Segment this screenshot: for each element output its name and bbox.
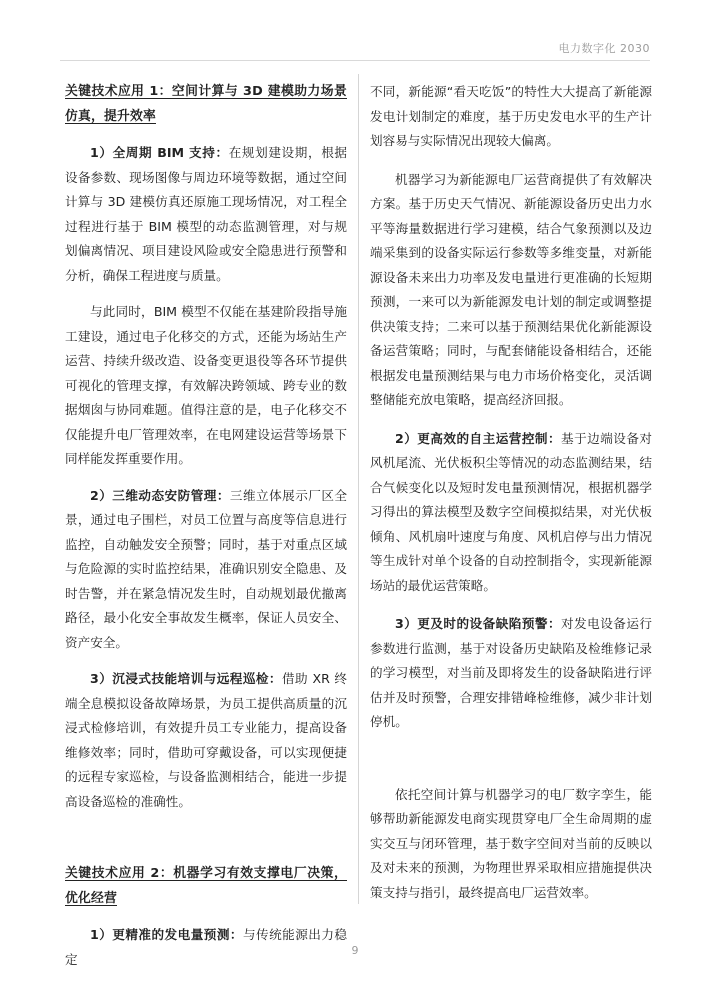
page-number: 9 <box>351 944 359 957</box>
paragraph-training <box>65 667 347 814</box>
page-header <box>60 38 650 61</box>
left-column <box>65 80 347 972</box>
paragraph-training-text: 借助 XR 终端全息模拟设备故障场景，为员工提供高质量的沉浸式检修培训，有效提升员工专业能力，提高设备维修效率；同时，借助可穿戴设备，可以实现便捷的远程专家巡检，与设备监测相结合，能进一步提高设备巡检的准确性。 <box>65 671 347 809</box>
paragraph-bim-title: 1）全周期 BIM 支持： <box>90 145 229 160</box>
paragraph-autonomous-control-title: 2）更高效的自主运营控制： <box>395 430 562 446</box>
paragraph-training-title: 3）沉浸式技能培训与远程巡检： <box>90 671 282 686</box>
paragraph-defect-warning-title: 3）更及时的设备缺陷预警： <box>395 616 562 631</box>
column-divider <box>358 74 359 904</box>
paragraph-defect-warning <box>370 612 652 735</box>
paragraph-bim-text: 在规划建设期，根据设备参数、现场图像与周边环境等数据，通过空间计算与 3D 建模仿真还原施工现场情况，对工程全过程进行基于 BIM 模型的动态监测管理，对与规划偏离情况、项目建设风险或安全隐患进行预警和分析，确保工程进度与质量。 <box>65 145 347 283</box>
paragraph-autonomous-control <box>370 427 652 599</box>
paragraph-bim-handover: 与此同时，BIM 模型不仅能在基建阶段指导施工建设，通过电子化移交的方式，还能为场站生产运营、持续升级改造、设备变更退役等各环节提供可视化的管理支撑，有效解决跨领域、跨专业的数据烟囱与协同难题。值得注意的是，电子化移交不仅能提升电厂管理效率，在电网建设运营等场景下同样能发挥重要作用。 <box>65 304 347 466</box>
paragraph-defect-warning-text: 对发电设备运行参数进行监测，基于对设备历史缺陷及检维修记录的学习模型，对当前及即将发生的设备缺陷进行评估并及时预警，合理安排错峰检维修，减少非计划停机。 <box>370 616 652 729</box>
section-heading-1: 关键技术应用 1：空间计算与 3D 建模助力场景仿真，提升效率 <box>65 84 347 124</box>
paragraph-forecast-continued: 不同，新能源“看天吃饭”的特性大大提高了新能源发电计划制定的难度，基于历史发电水平的生产计划容易与实际情况出现较大偏离。 <box>370 84 652 148</box>
publication-title: 电力数字化 2030 <box>558 42 650 55</box>
paragraph-summary: 依托空间计算与机器学习的电厂数字孪生，能够帮助新能源发电商实现贯穿电厂全生命周期的虚实交互与闭环管理，基于数字空间对当前的反映以及对未来的预测，为物理世界采取相应措施提供决策支持与指引，最终提高电厂运营效率。 <box>370 786 652 900</box>
paragraph-bim <box>65 141 347 288</box>
paragraph-security-text: 三维立体展示厂区全景，通过电子围栏，对员工位置与高度等信息进行监控，自动触发安全预警；同时，基于对重点区域与危险源的实时监控结果，准确识别安全隐患、及时告警，并在紧急情况发生时，自动规划最优撤离路径，最小化安全事故发生概率，保证人员安全、资产安全。 <box>65 487 348 650</box>
paragraph-security <box>65 484 347 656</box>
section-heading-2: 关键技术应用 2：机器学习有效支撑电厂决策，优化经营 <box>65 866 347 906</box>
paragraph-security-title: 2）三维动态安防管理： <box>90 487 230 503</box>
right-column <box>370 80 652 905</box>
paragraph-autonomous-control-text: 基于边端设备对风机尾流、光伏板积尘等情况的动态监测结果，结合气候变化以及短时发电量预测情况，根据机器学习得出的算法模型及数字空间模拟结果，对光伏板倾角、风机扇叶速度与角度、风机启停与出力情况等生成针对单个设备的自动控制指令，实现新能源场站的最优运营策略。 <box>370 430 652 593</box>
paragraph-ml-solution: 机器学习为新能源电厂运营商提供了有效解决方案。基于历史天气情况、新能源设备历史出力水平等海量数据进行学习建模，结合气象预测以及边端采集到的设备实际运行参数等多维变量，对新能源设备未来出力功率及发电量进行更准确的长短期预测，一来可以为新能源发电计划的制定或调整提供决策支持；二来可以基于预测结果优化新能源设备运营策略；同时，与配套储能设备相结合，还能根据发电量预测结果与电力市场价格变化，灵活调整储能充放电策略，提高经济回报。 <box>370 171 652 407</box>
paragraph-forecast-title: 1）更精准的发电量预测： <box>90 927 243 942</box>
paragraph-forecast-text: 与传统能源出力稳定 <box>65 927 348 967</box>
